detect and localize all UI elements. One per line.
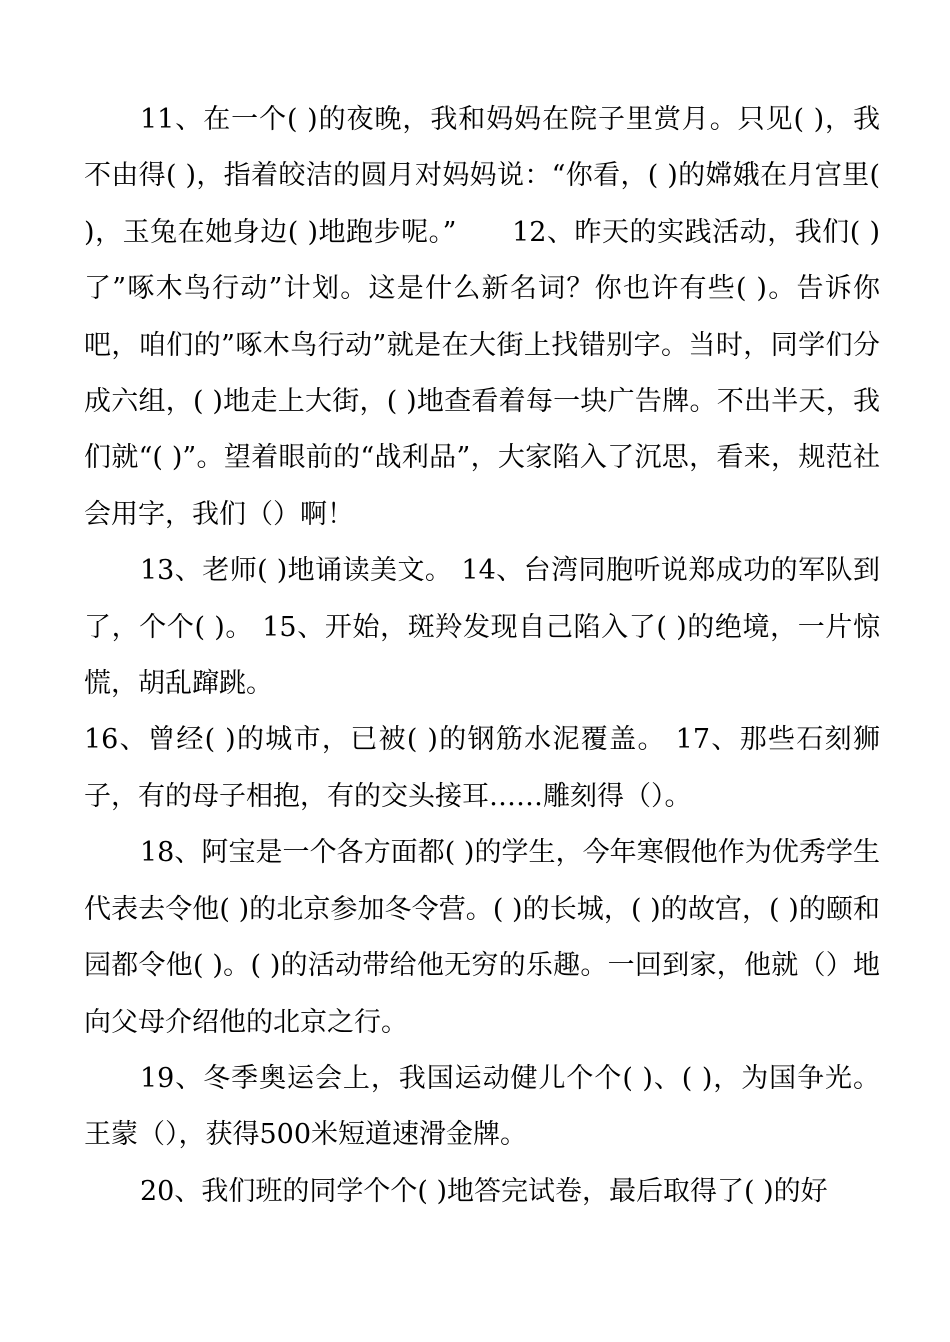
paragraph-16-17: 16、曾经( )的城市，已被( )的钢筋水泥覆盖。 17、那些石刻狮子，有的母子相抱，有的交头接耳……雕刻得（）。 xyxy=(84,724,880,812)
paragraph-19: 19、冬季奥运会上，我国运动健儿个个( )、( )，为国争光。王蒙（），获得500米短道速滑金牌。 xyxy=(84,1062,880,1151)
paragraph-11-12: 11、在一个( )的夜晚，我和妈妈在院子里赏月。只见( )，我不由得( )，指着皎洁的圆月对妈妈说：“你看，( )的嫦娥在月宫里( )，玉兔在她身边( )地跑步呢。” 12、昨天的实践活动，我们( )了”啄木鸟行动”计划。这是什么新名词？你也许有些( )。告诉你吧，咱们的”啄木鸟行动”就是在大街上找错别字。当时，同学们分成六组，( )地走上大街，( )地查看着每一块广告牌。不出半天，我们就“( )”。望着眼前的“战利品”，大家陷入了沉思，看来，规范社会用字，我们（）啊！ xyxy=(84,104,880,530)
document-page xyxy=(84,92,880,1220)
paragraph-13-15: 13、老师( )地诵读美文。 14、台湾同胞听说郑成功的军队到了，个个( )。 15、开始，斑羚发现自己陷入了( )的绝境，一片惊慌，胡乱蹿跳。 xyxy=(84,555,880,700)
paragraph-20: 20、我们班的同学个个( )地答完试卷，最后取得了( )的好 xyxy=(140,1175,828,1207)
paragraph-18: 18、阿宝是一个各方面都( )的学生，今年寒假他作为优秀学生代表去令他( )的北京参加冬令营。( )的长城，( )的故宫，( )的颐和园都令他( )。( )的活动带给他无穷的乐趣。一回到家，他就（）地向父母介绍他的北京之行。 xyxy=(84,837,880,1038)
